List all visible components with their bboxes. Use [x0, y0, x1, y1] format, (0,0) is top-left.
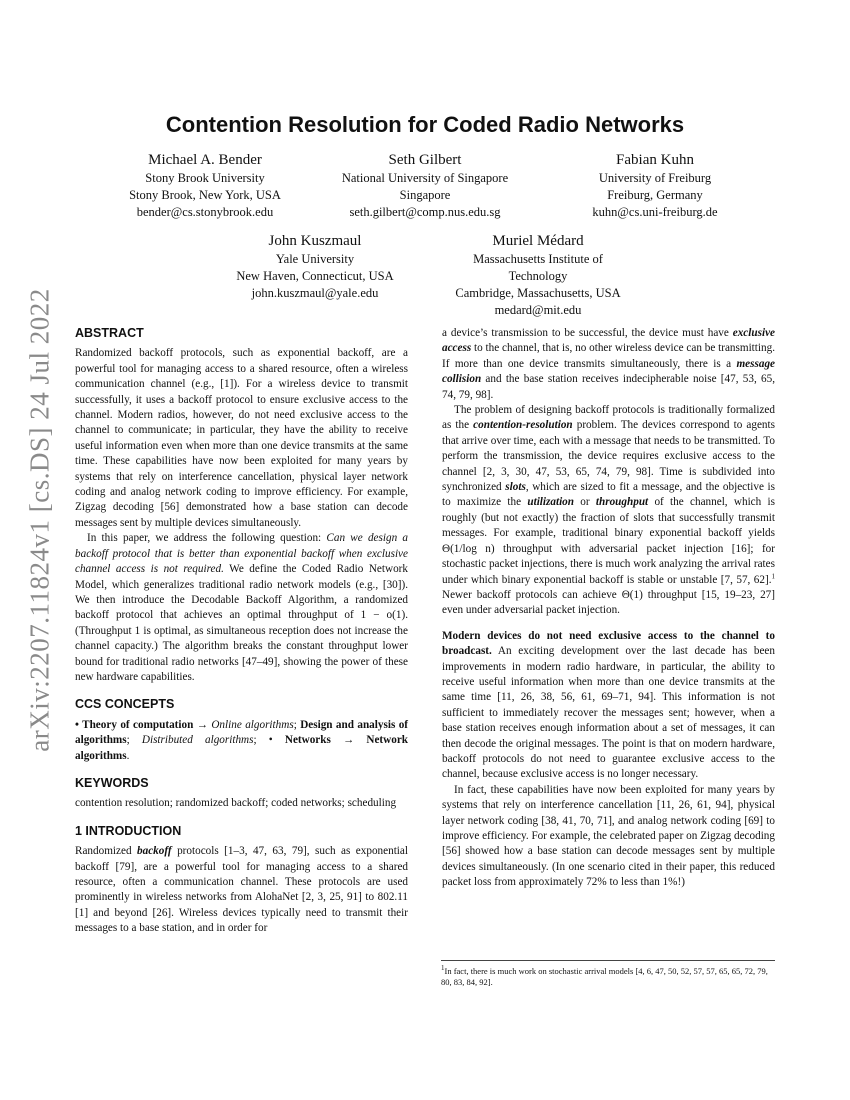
abstract-paragraph: In this paper, we address the following question: Can we design a backoff protocol that is better than exponential backoff when exclusive channel access is not required. We define the Coded Radio Network Model, which generalizes traditional radio network models (e.g., [30]). We then introduce the Decodable Backoff Algorithm, a randomized backoff protocol that achieves an optimal throughput of 1 − o(1). (Throughput 1 is optimal, as simultaneous reception does not increase the channel capacity.) The algorithm breaks the constant throughput lower bound for traditional radio networks [47–49], showing the power of these new hardware capabilities. [75, 532, 408, 683]
author-block [95, 150, 315, 221]
author-block [205, 231, 425, 302]
author-name: Fabian Kuhn [616, 152, 694, 168]
paper-title: Contention Resolution for Coded Radio Networks [165, 112, 685, 137]
introduction-paragraph: Randomized backoff protocols [1–3, 47, 63, 79], such as exponential backoff [79], are a powerful tool for managing access to a shared resource, often a communication channel. These protocols are used prominently in wireless networks from AlohaNet [2, 3, 25, 91] to 802.11 [1] and beyond [26]. Wireless devices typically need to transmit their messages to a base station, and in order for [75, 845, 408, 935]
author-address: Stony Brook, New York, USA [129, 188, 281, 202]
footnote-marker: 1 [771, 571, 775, 580]
ccs-concepts: • Theory of computation → Online algorithms; Design and analysis of algorithms; Distributed algorithms; • Networks → Network algorithms. [75, 718, 409, 762]
author-affiliation: Stony Brook University [145, 171, 265, 185]
body-paragraph: a device’s transmission to be successful, the device must have exclusive access to the channel, that is, no other wireless device can be transmitting. If more than one device transmits simultaneously, there is a message collision and the base station receives indecipherable noise [47, 53, 65, 74, 79, 98]. [442, 327, 775, 401]
arxiv-identifier: arXiv:2207.11824v1 [cs.DS] 24 Jul 2022 [24, 288, 55, 752]
body-paragraph: In fact, these capabilities have now been exploited for many years by systems that rely on interference cancellation [11, 26, 61, 94], physical layer network coding [38, 41, 70, 71], and analog network coding [69] to improve efficiency. For example, the celebrated paper on Zigzag decoding [56] showed how a base station can decode messages sent by multiple devices simultaneously. (In one scenario cited in their paper, this reduced packet loss from approximately 72% to less than 1%!) [442, 783, 775, 889]
author-email: kuhn@cs.uni-freiburg.de [592, 205, 718, 219]
keywords-heading: KEYWORDS [75, 775, 149, 790]
author-affiliation: Massachusetts Institute of [473, 252, 603, 266]
author-address: Cambridge, Massachusetts, USA [455, 286, 621, 300]
author-affiliation: Yale University [275, 252, 355, 266]
paragraph-heading: Modern devices do not need exclusive access to the channel to broadcast. [442, 629, 775, 658]
body-paragraph: Modern devices do not need exclusive access to the channel to broadcast. An exciting development over the last decade has been improvements in modern radio hardware, in particular, the ability to receive useful information when more than one device transmits at the same time [11, 26, 38, 56, 61, 69–71, 94]. This information is not sufficient to immediately recover the messages sent; however, when a base station receives enough information about a set of messages, it can then decode the original messages. The point is that on modern hardware, backoff protocols do not need to guarantee exclusive access to the channel, because exclusive access is no longer necessary. [442, 629, 775, 781]
author-affiliation-cont: Technology [508, 269, 568, 283]
right-column [442, 326, 775, 891]
author-name: John Kuszmaul [268, 233, 362, 249]
left-column [75, 326, 408, 937]
ccs-heading: CCS CONCEPTS [75, 697, 175, 712]
author-affiliation: National University of Singapore [341, 171, 509, 185]
author-affiliation: University of Freiburg [598, 171, 712, 185]
author-email: bender@cs.stonybrook.edu [136, 205, 274, 219]
abstract-paragraph: Randomized backoff protocols, such as exponential backoff, are a powerful tool for managing access to a shared resource, often a wireless communication channel (e.g., [1]). For a wireless device to transmit successfully, it uses a backoff protocol to ensure exclusive access to the channel. Modern radios, however, do not need exclusive access to the channel to communicate; in particular, they have the ability to receive useful information even when more than one device transmits at the same time. These capabilities have now been exploited for many years by systems that rely on interference cancellation, physical layer network coding and analog network coding to improve efficiency. For example, Zigzag decoding [56] demonstrated how a base station can decode messages sent by multiple devices simultaneously. [75, 347, 408, 529]
author-address: New Haven, Connecticut, USA [236, 269, 394, 283]
author-email: john.kuszmaul@yale.edu [251, 286, 379, 300]
author-email: seth.gilbert@comp.nus.edu.sg [349, 205, 501, 219]
author-name: Muriel Médard [492, 233, 584, 249]
footnote [441, 960, 775, 988]
author-block [428, 231, 648, 319]
author-address: Freiburg, Germany [607, 188, 703, 202]
author-name: Michael A. Bender [148, 152, 262, 168]
author-block [545, 150, 765, 221]
arxiv-sidebar [20, 270, 60, 770]
body-paragraph: The problem of designing backoff protocols is traditionally formalized as the contention-resolution problem. The devices correspond to agents that arrive over time, each with a message that needs to be transmitted. To perform the transmission, the device requires exclusive access to the channel [2, 3, 30, 47, 53, 65, 74, 79, 98]. Time is subdivided into synchronized slots, which are sized to fit a message, and the objective is to maximize the utilization or throughput of the channel, which is roughly (but not exactly) the fraction of slots that successfully transmit messages. For example, traditional binary exponential backoff yields Θ(1/log n) throughput with adversarial packet injection [16]; for stochastic packet injections, there is much work analyzing the arrival rates under which binary exponential backoff is stable or unstable [7, 57, 62].$^1$ Newer backoff protocols can achieve Θ(1) throughput [15, 19–23, 27] even under adversarial packet injection. [442, 404, 776, 617]
keywords-text: contention resolution; randomized backoff; coded networks; scheduling [75, 797, 397, 810]
author-email: medard@mit.edu [494, 303, 582, 317]
footnote-text: In fact, there is much work on stochastic arrival models [4, 6, 47, 50, 52, 57, 57, 65, 65, 72, 79, 80, 83, 84, 92]. [441, 966, 768, 987]
introduction-heading: 1 INTRODUCTION [75, 823, 182, 838]
abstract-heading: ABSTRACT [75, 326, 144, 340]
author-block [315, 150, 535, 221]
footnote-number: 1 [441, 964, 445, 973]
author-address: Singapore [399, 188, 451, 202]
author-name: Seth Gilbert [388, 152, 462, 168]
